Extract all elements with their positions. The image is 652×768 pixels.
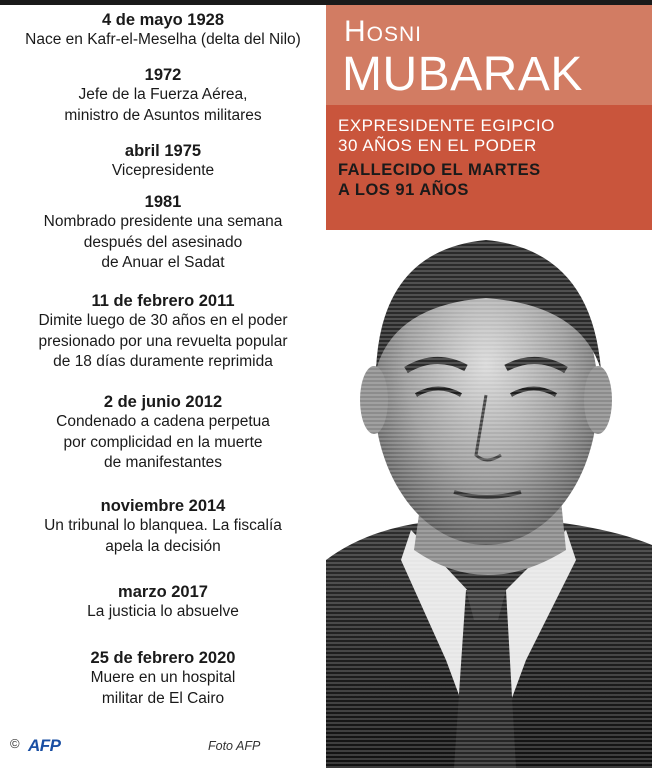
timeline-entry bbox=[0, 141, 326, 182]
portrait-photo bbox=[326, 230, 652, 768]
death-line: A LOS 91 AÑOS bbox=[338, 181, 469, 199]
timeline-text: Condenado a cadena perpetua bbox=[56, 413, 270, 430]
timeline-text: ministro de Asuntos militares bbox=[64, 106, 262, 124]
timeline-entry bbox=[0, 192, 326, 274]
timeline-entry bbox=[0, 392, 326, 474]
timeline-date: noviembre 2014 bbox=[100, 497, 226, 515]
copyright-symbol: © bbox=[10, 736, 20, 751]
death-line: FALLECIDO EL MARTES bbox=[338, 161, 541, 179]
timeline-text: de 18 días duramente reprimida bbox=[53, 353, 273, 370]
timeline-date: abril 1975 bbox=[124, 142, 202, 160]
afp-logo: AFP bbox=[28, 736, 61, 755]
timeline-date: 11 de febrero 2011 bbox=[91, 292, 235, 310]
timeline-text: Nace en Kafr-el-Meselha (delta del Nilo) bbox=[25, 31, 301, 48]
timeline-date: 4 de mayo 1928 bbox=[102, 11, 224, 29]
timeline-text: Vicepresidente bbox=[111, 162, 215, 179]
portrait-illustration bbox=[326, 230, 652, 768]
timeline-text: después del asesinado bbox=[83, 233, 243, 251]
credits bbox=[10, 736, 320, 758]
timeline-entry bbox=[0, 65, 326, 126]
timeline-text: Nombrado presidente una semana bbox=[43, 213, 283, 230]
role-line: EXPRESIDENTE EGIPCIO bbox=[338, 116, 555, 135]
timeline-text: militar de El Cairo bbox=[101, 689, 225, 707]
timeline-text: apela la decisión bbox=[105, 537, 221, 555]
timeline-date: 1972 bbox=[144, 66, 182, 84]
timeline-text: Muere en un hospital bbox=[90, 669, 236, 686]
timeline-entry bbox=[0, 582, 326, 623]
subtitle-panel bbox=[326, 105, 652, 230]
photo-credit: Foto AFP bbox=[208, 739, 261, 753]
timeline-entry bbox=[0, 648, 326, 709]
timeline-text: Dimite luego de 30 años en el poder bbox=[38, 312, 288, 329]
timeline-date: marzo 2017 bbox=[118, 583, 208, 601]
timeline-text: Un tribunal lo blanquea. La fiscalía bbox=[44, 517, 282, 534]
timeline-date: 2 de junio 2012 bbox=[103, 393, 223, 411]
role-text bbox=[338, 116, 555, 156]
role-line: 30 AÑOS EN EL PODER bbox=[338, 136, 537, 155]
timeline-text: presionado por una revuelta popular bbox=[38, 332, 288, 350]
timeline-date: 1981 bbox=[144, 193, 182, 211]
first-name: Hosni bbox=[344, 15, 423, 48]
timeline-entry bbox=[0, 10, 326, 51]
timeline-date: 25 de febrero 2020 bbox=[90, 649, 236, 667]
timeline-entry bbox=[0, 291, 326, 373]
timeline-text: Jefe de la Fuerza Aérea, bbox=[78, 86, 248, 103]
timeline-text: La justicia lo absuelve bbox=[87, 603, 239, 620]
name-panel bbox=[326, 5, 652, 105]
timeline-text: por complicidad en la muerte bbox=[63, 433, 263, 451]
last-name: MUBARAK bbox=[342, 48, 583, 101]
timeline-entry bbox=[0, 496, 326, 557]
death-text bbox=[338, 160, 541, 200]
timeline-text: de manifestantes bbox=[103, 454, 223, 471]
timeline-text: de Anuar el Sadat bbox=[101, 254, 225, 271]
